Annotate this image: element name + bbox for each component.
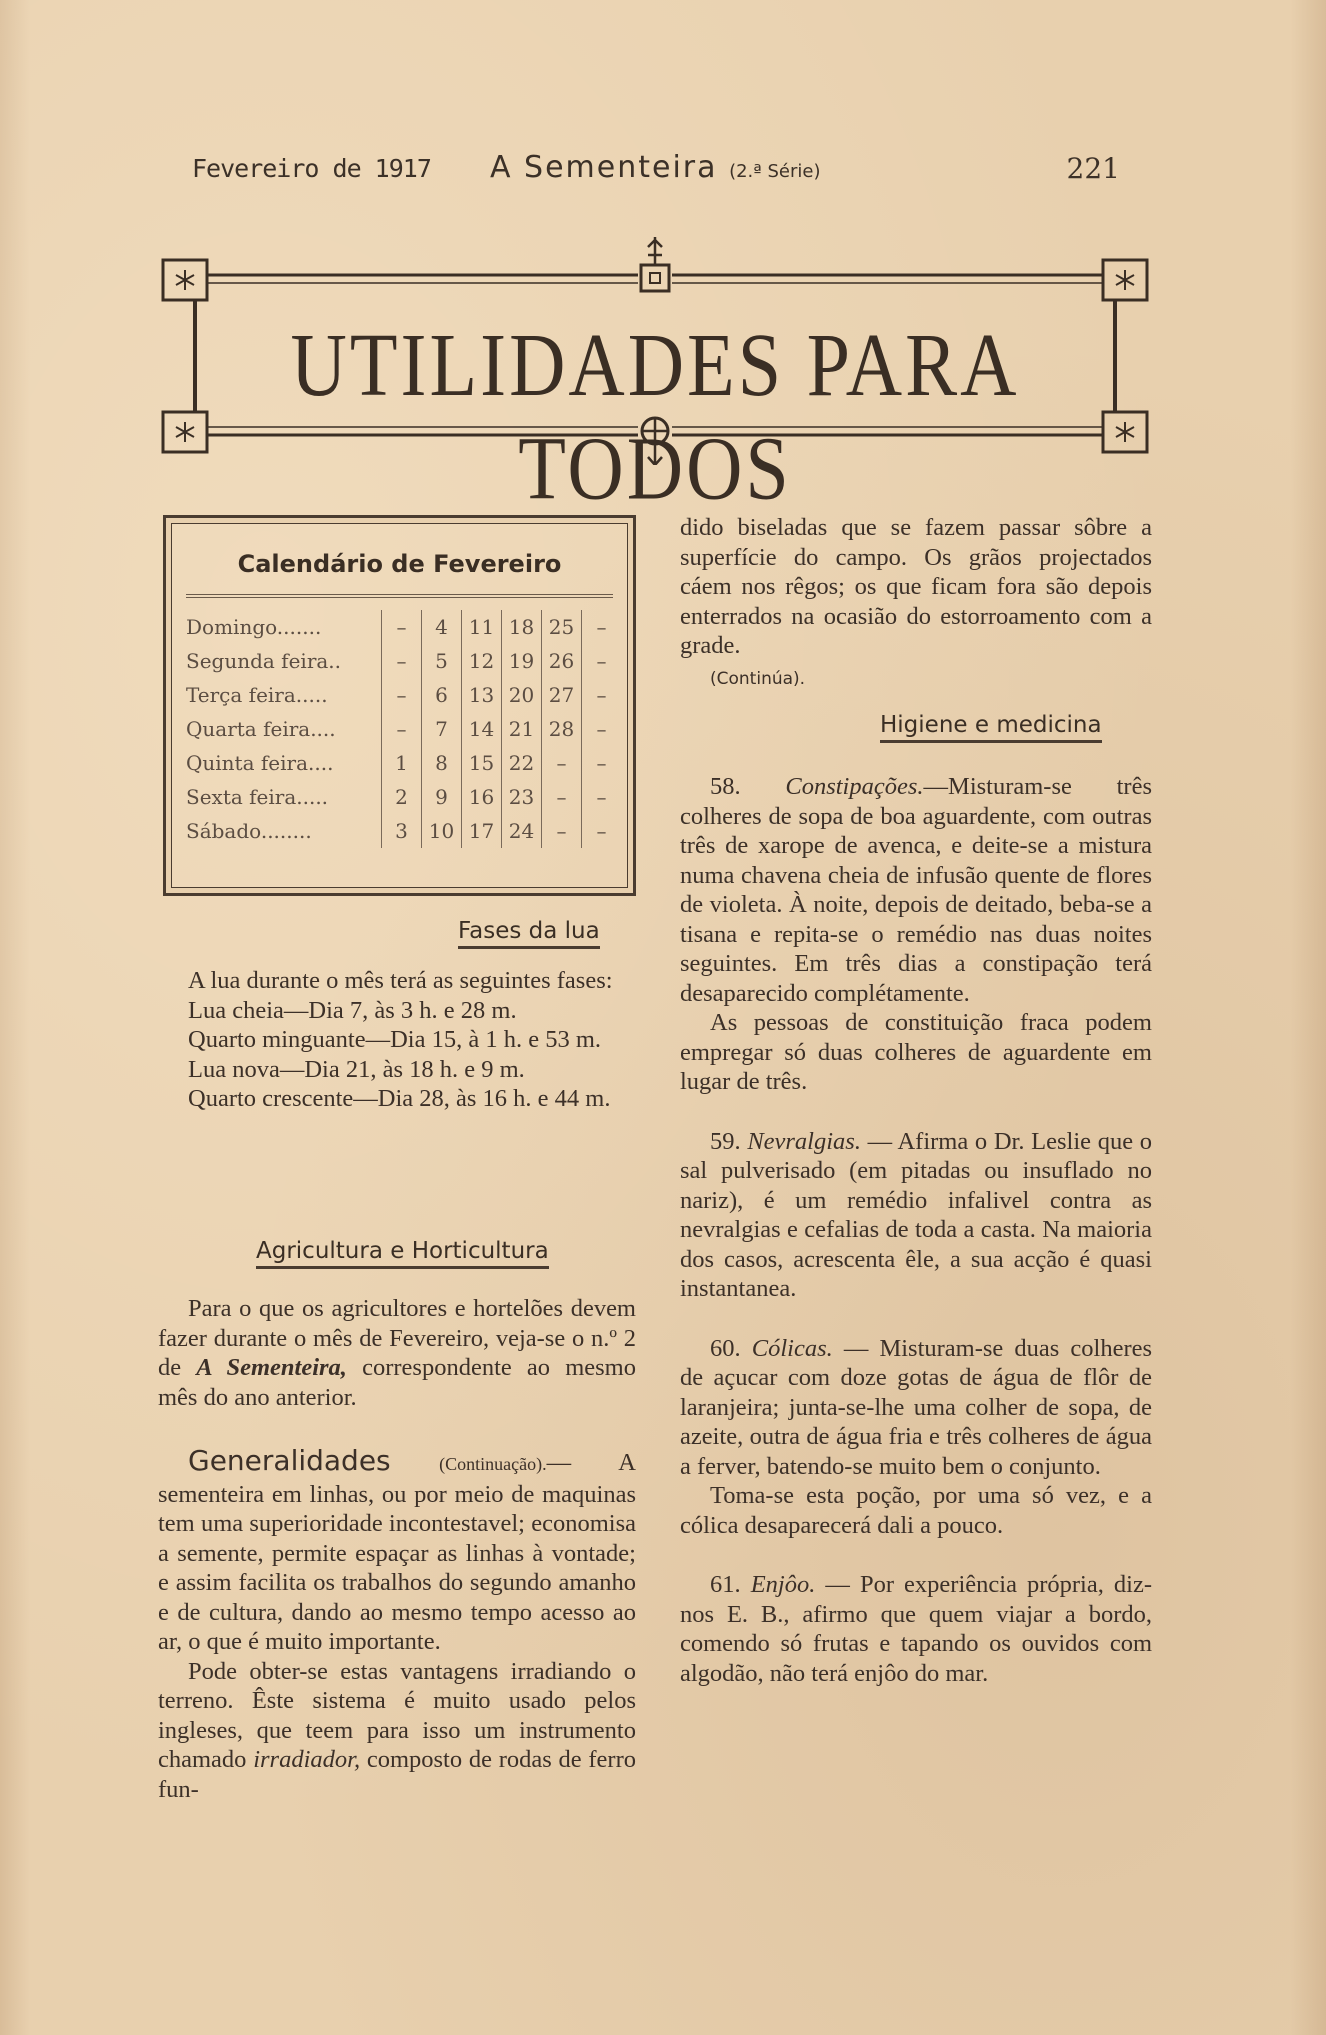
- calendar-row: [186, 644, 621, 678]
- calendar-date: 12: [462, 644, 502, 678]
- calendar-day-name: Domingo.......: [186, 615, 322, 639]
- generalidades-heading: Generalidades: [188, 1444, 391, 1477]
- calendar-date: –: [382, 712, 422, 746]
- item-58-note: As pessoas de constituição fraca podem empregar só duas colheres de aguardente em lugar de três.: [680, 1009, 1152, 1095]
- calendar-date: 4: [422, 610, 462, 644]
- calendar-date: 9: [422, 780, 462, 814]
- agricultura-paragraph: Para o que os agricultores e hortelões devem fazer durante o mês de Fevereiro, veja-se o n.º 2 de A Sementeira, correspondente ao mesmo mês do ano anterior.: [158, 1295, 636, 1411]
- calendar-date: –: [582, 644, 622, 678]
- calendar-date: 26: [542, 644, 582, 678]
- calendar-date: –: [542, 780, 582, 814]
- fases-line: Quarto minguante—Dia 15, à 1 h. e 53 m.: [188, 1026, 602, 1053]
- generalidades-paragraph: Generalidades (Continuação).— A sementeira em linhas, ou por meio de maquinas tem uma superioridade incontestavel; economisa a semente, permite espaçar as linhas à vontade; e assim facilita os trabalhos do segundo amanho e de cultura, dando ao mesmo tempo acesso ao ar, o que é muito importante.: [158, 1444, 636, 1655]
- calendar-date: 22: [502, 746, 542, 780]
- fases-line: Quarto crescente—Dia 28, às 16 h. e 44 m.: [188, 1085, 611, 1112]
- calendar-date: 19: [502, 644, 542, 678]
- calendar-day-name: Quinta feira....: [186, 751, 334, 775]
- calendar-date: 7: [422, 712, 462, 746]
- calendar-day-name: Sexta feira.....: [186, 785, 329, 809]
- item-60: 60. Cólicas. — Misturam-se duas colheres de açucar com doze gotas de água de flôr de laranjeira; junta-se-lhe uma colher de sopa, de azeite, outra de água fria e três colheres de água a ferver, batendo-se muito bem o conjunto.: [680, 1334, 1153, 1480]
- calendar-table: [186, 610, 621, 848]
- fases-line: Lua cheia—Dia 7, às 3 h. e 28 m.: [188, 996, 517, 1024]
- fases-heading: Fases da lua: [458, 918, 600, 949]
- calendar-date: 15: [462, 746, 502, 780]
- section-banner: [160, 235, 1150, 519]
- calendar-day-name: Sábado........: [186, 819, 312, 843]
- calendar-date: 28: [542, 712, 582, 746]
- calendar-date: 27: [542, 678, 582, 712]
- calendar-rule: [186, 594, 613, 598]
- calendar-date: –: [582, 746, 622, 780]
- calendar-day-name: Terça feira.....: [186, 683, 328, 707]
- right-column: [680, 513, 1152, 694]
- calendar-date: –: [582, 814, 622, 848]
- item-58: 58. Constipações.—Misturam-se três colheres de sopa de boa aguardente, com outras três de xarope de avenca, e deite-se a mistura numa chavena cheia de infusão quente de flores de violeta. À noite, depois de deitado, beba-se a tisana e repita-se o remédio nas duas noites seguintes. Em três dias a constipação terá desaparecido complétamente.: [680, 773, 1152, 1007]
- calendar-date: 25: [542, 610, 582, 644]
- calendar-date: –: [582, 712, 622, 746]
- item-59: 59. Nevralgias. — Afirma o Dr. Leslie que o sal pulverisado (em pitadas ou insuflado no nariz), é um remédio infalivel contra as nevralgias e cefalias de toda a casta. Na maioria dos casos, acrescenta êle, a sua acção é quasi instantanea.: [680, 1127, 1153, 1302]
- calendar-date: 21: [502, 712, 542, 746]
- running-head: [180, 150, 1130, 190]
- calendar-row: [186, 678, 621, 712]
- calendar-day-name: Quarta feira....: [186, 717, 336, 741]
- fases-line: Lua nova—Dia 21, às 18 h. e 9 m.: [188, 1055, 525, 1083]
- calendar-row: [186, 780, 621, 814]
- page-number: 221: [1066, 152, 1120, 185]
- publication-title: A Sementeira (2.ª Série): [490, 150, 821, 185]
- calendar-date: 16: [462, 780, 502, 814]
- higiene-heading: Higiene e medicina: [880, 712, 1102, 743]
- calendar-date: 5: [422, 644, 462, 678]
- calendar-date: 20: [502, 678, 542, 712]
- continua-label: (Continúa).: [710, 668, 806, 689]
- issue-date: Fevereiro de 1917: [192, 154, 431, 183]
- agricultura-block: [158, 1294, 636, 1804]
- calendar-date: 1: [382, 746, 422, 780]
- calendar-date: 3: [382, 814, 422, 848]
- calendar-box: [163, 515, 636, 896]
- calendar-date: 24: [502, 814, 542, 848]
- banner-title: UTILIDADES PARA TODOS: [290, 314, 1020, 519]
- agricultura-heading: Agricultura e Horticultura: [256, 1238, 549, 1269]
- calendar-row: [186, 610, 621, 644]
- sementeira-ref: A Sementeira,: [196, 1354, 347, 1381]
- calendar-day-name: Segunda feira..: [186, 649, 342, 673]
- item-61: 61. Enjôo. — Por experiência própria, diz-nos E. B., afirmo que quem viajar a bordo, comendo só frutas e tapando os ouvidos com algodão, não terá enjôo do mar.: [680, 1571, 1153, 1687]
- calendar-row: [186, 712, 621, 746]
- calendar-date: –: [582, 610, 622, 644]
- continued-text: dido biseladas que se fazem passar sôbre a superfície do campo. Os grãos projectados cáem nos rêgos; os que ficam fora são depois enterrados na ocasião do estorroamento com a grade.: [680, 514, 1152, 659]
- calendar-date: 14: [462, 712, 502, 746]
- fases-block: [158, 966, 636, 1114]
- calendar-row: [186, 814, 621, 848]
- calendar-date: 11: [462, 610, 502, 644]
- calendar-date: 6: [422, 678, 462, 712]
- generalidades-paragraph-2: Pode obter-se estas vantagens irradiando o terreno. Êste sistema é muito usado pelos ingleses, que teem para isso um instrumento chamado irradiador, composto de rodas de ferro fun-: [158, 1657, 636, 1803]
- calendar-date: 8: [422, 746, 462, 780]
- calendar-date: 10: [422, 814, 462, 848]
- calendar-date: 17: [462, 814, 502, 848]
- calendar-title: Calendário de Fevereiro: [237, 550, 562, 578]
- calendar-date: 13: [462, 678, 502, 712]
- continuacao-label: (Continuação).: [439, 1454, 547, 1474]
- calendar-row: [186, 746, 621, 780]
- calendar-date: 18: [502, 610, 542, 644]
- series-label: (2.ª Série): [729, 161, 821, 182]
- fases-intro: A lua durante o mês terá as seguintes fases:: [188, 967, 613, 994]
- calendar-date: –: [382, 610, 422, 644]
- higiene-block: [680, 772, 1152, 1688]
- calendar-date: –: [582, 678, 622, 712]
- calendar-date: –: [382, 644, 422, 678]
- calendar-date: –: [582, 780, 622, 814]
- calendar-date: 2: [382, 780, 422, 814]
- item-60-note: Toma-se esta poção, por uma só vez, e a cólica desaparecerá dali a pouco.: [680, 1482, 1152, 1539]
- calendar-date: –: [542, 746, 582, 780]
- calendar-date: –: [542, 814, 582, 848]
- calendar-date: –: [382, 678, 422, 712]
- calendar-date: 23: [502, 780, 542, 814]
